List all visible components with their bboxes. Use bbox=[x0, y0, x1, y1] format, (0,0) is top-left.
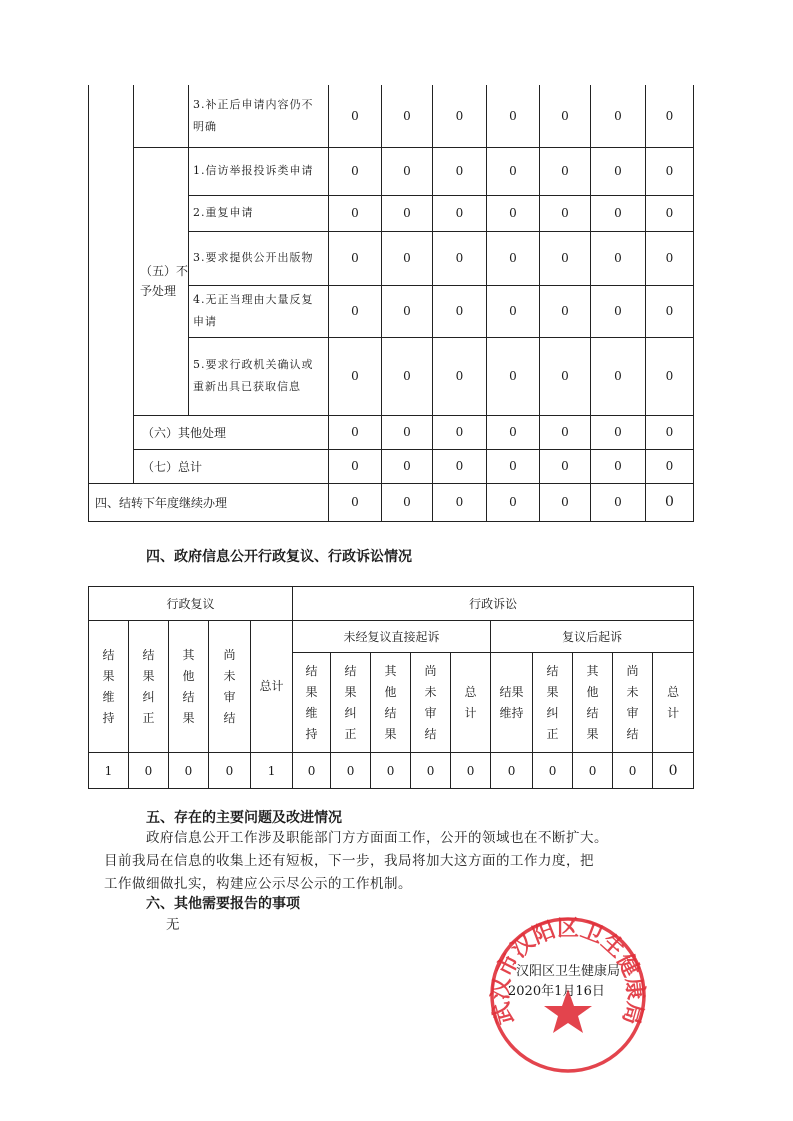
table-cell: 0 bbox=[646, 195, 694, 231]
table-cell: 0 bbox=[591, 337, 646, 415]
table-row bbox=[89, 483, 694, 521]
row-label: 1.信访举报投诉类申请 bbox=[189, 147, 329, 195]
row-label: 3.补正后申请内容仍不明确 bbox=[189, 85, 329, 147]
signature-date: 2020年1月16日 bbox=[508, 984, 605, 999]
table-cell: 0 bbox=[433, 449, 487, 483]
column-header: 结果纠正 bbox=[129, 621, 169, 753]
table-cell: 0 bbox=[382, 449, 433, 483]
table-cell: 0 bbox=[293, 753, 331, 789]
table-row bbox=[89, 449, 694, 483]
table-cell: 0 bbox=[331, 753, 371, 789]
table-cell: 0 bbox=[382, 483, 433, 521]
section6-content: 无 bbox=[166, 917, 180, 933]
table-cell: 0 bbox=[487, 147, 540, 195]
table-spacer-cell bbox=[89, 85, 134, 483]
paragraph-line: 政府信息公开工作涉及职能部门方方面面工作，公开的领域也在不断扩大。 bbox=[146, 830, 608, 846]
table-cell: 0 bbox=[487, 449, 540, 483]
table-cell: 0 bbox=[540, 147, 591, 195]
table-cell: 0 bbox=[329, 415, 382, 449]
table-row bbox=[89, 621, 694, 653]
table-cell: 0 bbox=[433, 483, 487, 521]
column-header: 尚未审结 bbox=[411, 653, 451, 753]
table-cell: 0 bbox=[540, 195, 591, 231]
table-row bbox=[89, 85, 694, 147]
table-cell: 0 bbox=[591, 231, 646, 285]
table-cell: 0 bbox=[540, 415, 591, 449]
table-spacer-cell bbox=[134, 85, 189, 147]
application-processing-table bbox=[88, 85, 694, 522]
column-header: 其他结果 bbox=[371, 653, 411, 753]
seal-text: 武汉市汉阳区卫生健康局 bbox=[488, 916, 648, 1028]
table-cell: 0 bbox=[646, 337, 694, 415]
table-cell: 0 bbox=[573, 753, 613, 789]
table-row bbox=[89, 753, 694, 789]
table-cell: 0 bbox=[540, 449, 591, 483]
column-header: 尚未审结 bbox=[209, 621, 251, 753]
table-cell: 0 bbox=[382, 231, 433, 285]
table-cell: 0 bbox=[646, 483, 694, 521]
table-cell: 0 bbox=[433, 231, 487, 285]
section5-title: 五、存在的主要问题及改进情况 bbox=[146, 810, 342, 826]
row-label: 2.重复申请 bbox=[189, 195, 329, 231]
table-cell: 0 bbox=[382, 415, 433, 449]
column-header: 其他结果 bbox=[169, 621, 209, 753]
table-cell: 0 bbox=[613, 753, 653, 789]
table-cell: 0 bbox=[382, 337, 433, 415]
signature-org: 汉阳区卫生健康局 bbox=[516, 964, 621, 979]
table-cell: 0 bbox=[129, 753, 169, 789]
table-cell: 0 bbox=[329, 231, 382, 285]
section6-title: 六、其他需要报告的事项 bbox=[146, 896, 300, 912]
section4-title: 四、政府信息公开行政复议、行政诉讼情况 bbox=[146, 549, 412, 565]
table-cell: 0 bbox=[487, 85, 540, 147]
table-cell: 0 bbox=[646, 231, 694, 285]
after-review-header: 复议后起诉 bbox=[491, 621, 694, 653]
table-cell: 0 bbox=[491, 753, 533, 789]
table-cell: 0 bbox=[433, 415, 487, 449]
table-cell: 0 bbox=[646, 285, 694, 337]
table-cell: 0 bbox=[329, 483, 382, 521]
table-cell: 0 bbox=[646, 147, 694, 195]
table-cell: 0 bbox=[382, 147, 433, 195]
table-cell: 0 bbox=[591, 195, 646, 231]
table-cell: 0 bbox=[329, 285, 382, 337]
table-cell: 0 bbox=[540, 85, 591, 147]
table-row bbox=[89, 147, 694, 195]
column-header: 尚未审结 bbox=[613, 653, 653, 753]
group-label: （五）不予处理 bbox=[134, 147, 189, 415]
table-cell: 0 bbox=[591, 415, 646, 449]
table-cell: 1 bbox=[89, 753, 129, 789]
litigation-header: 行政诉讼 bbox=[293, 587, 694, 621]
table-cell: 0 bbox=[540, 285, 591, 337]
table-cell: 0 bbox=[433, 195, 487, 231]
review-header: 行政复议 bbox=[89, 587, 293, 621]
table-cell: 0 bbox=[487, 415, 540, 449]
table-cell: 1 bbox=[251, 753, 293, 789]
table-cell: 0 bbox=[169, 753, 209, 789]
table-cell: 0 bbox=[487, 337, 540, 415]
table-cell: 0 bbox=[487, 285, 540, 337]
table-cell: 0 bbox=[540, 483, 591, 521]
table-cell: 0 bbox=[411, 753, 451, 789]
table-cell: 0 bbox=[433, 285, 487, 337]
table-cell: 0 bbox=[382, 285, 433, 337]
table-cell: 0 bbox=[540, 231, 591, 285]
row-label: （六）其他处理 bbox=[134, 415, 329, 449]
column-header: 总计 bbox=[451, 653, 491, 753]
column-header: 结果维持 bbox=[491, 653, 533, 753]
table-row bbox=[89, 587, 694, 621]
column-header: 结果维持 bbox=[293, 653, 331, 753]
table-cell: 0 bbox=[371, 753, 411, 789]
row-label: 3.要求提供公开出版物 bbox=[189, 231, 329, 285]
table-cell: 0 bbox=[487, 231, 540, 285]
table-cell: 0 bbox=[591, 285, 646, 337]
column-header: 总计 bbox=[653, 653, 694, 753]
column-header: 结果维持 bbox=[89, 621, 129, 753]
table-cell: 0 bbox=[653, 753, 694, 789]
table-cell: 0 bbox=[433, 337, 487, 415]
paragraph-line: 目前我局在信息的收集上还有短板，下一步，我局将加大这方面的工作力度，把 bbox=[104, 853, 594, 869]
table-cell: 0 bbox=[646, 449, 694, 483]
table-cell: 0 bbox=[591, 85, 646, 147]
paragraph-line: 工作做细做扎实，构建应公示尽公示的工作机制。 bbox=[104, 876, 412, 892]
table-cell: 0 bbox=[329, 85, 382, 147]
column-header: 结果纠正 bbox=[331, 653, 371, 753]
table-cell: 0 bbox=[591, 483, 646, 521]
table-cell: 0 bbox=[487, 195, 540, 231]
table-cell: 0 bbox=[329, 449, 382, 483]
table-cell: 0 bbox=[646, 415, 694, 449]
direct-lawsuit-header: 未经复议直接起诉 bbox=[293, 621, 491, 653]
table-cell: 0 bbox=[382, 195, 433, 231]
row-label: （七）总计 bbox=[134, 449, 329, 483]
table-cell: 0 bbox=[382, 85, 433, 147]
column-header: 总计 bbox=[251, 621, 293, 753]
column-header: 结果纠正 bbox=[533, 653, 573, 753]
table-cell: 0 bbox=[433, 85, 487, 147]
table-cell: 0 bbox=[329, 195, 382, 231]
table-cell: 0 bbox=[487, 483, 540, 521]
table-cell: 0 bbox=[533, 753, 573, 789]
table-cell: 0 bbox=[591, 147, 646, 195]
table-cell: 0 bbox=[329, 337, 382, 415]
table-cell: 0 bbox=[591, 449, 646, 483]
row-label: 4.无正当理由大量反复申请 bbox=[189, 285, 329, 337]
table-cell: 0 bbox=[451, 753, 491, 789]
table-cell: 0 bbox=[329, 147, 382, 195]
table-cell: 0 bbox=[646, 85, 694, 147]
row-label: 5.要求行政机关确认或重新出具已获取信息 bbox=[189, 337, 329, 415]
review-litigation-table bbox=[88, 586, 694, 789]
table-cell: 0 bbox=[433, 147, 487, 195]
row-label: 四、结转下年度继续办理 bbox=[89, 483, 329, 521]
column-header: 其他结果 bbox=[573, 653, 613, 753]
table-cell: 0 bbox=[540, 337, 591, 415]
table-cell: 0 bbox=[209, 753, 251, 789]
table-row bbox=[89, 415, 694, 449]
